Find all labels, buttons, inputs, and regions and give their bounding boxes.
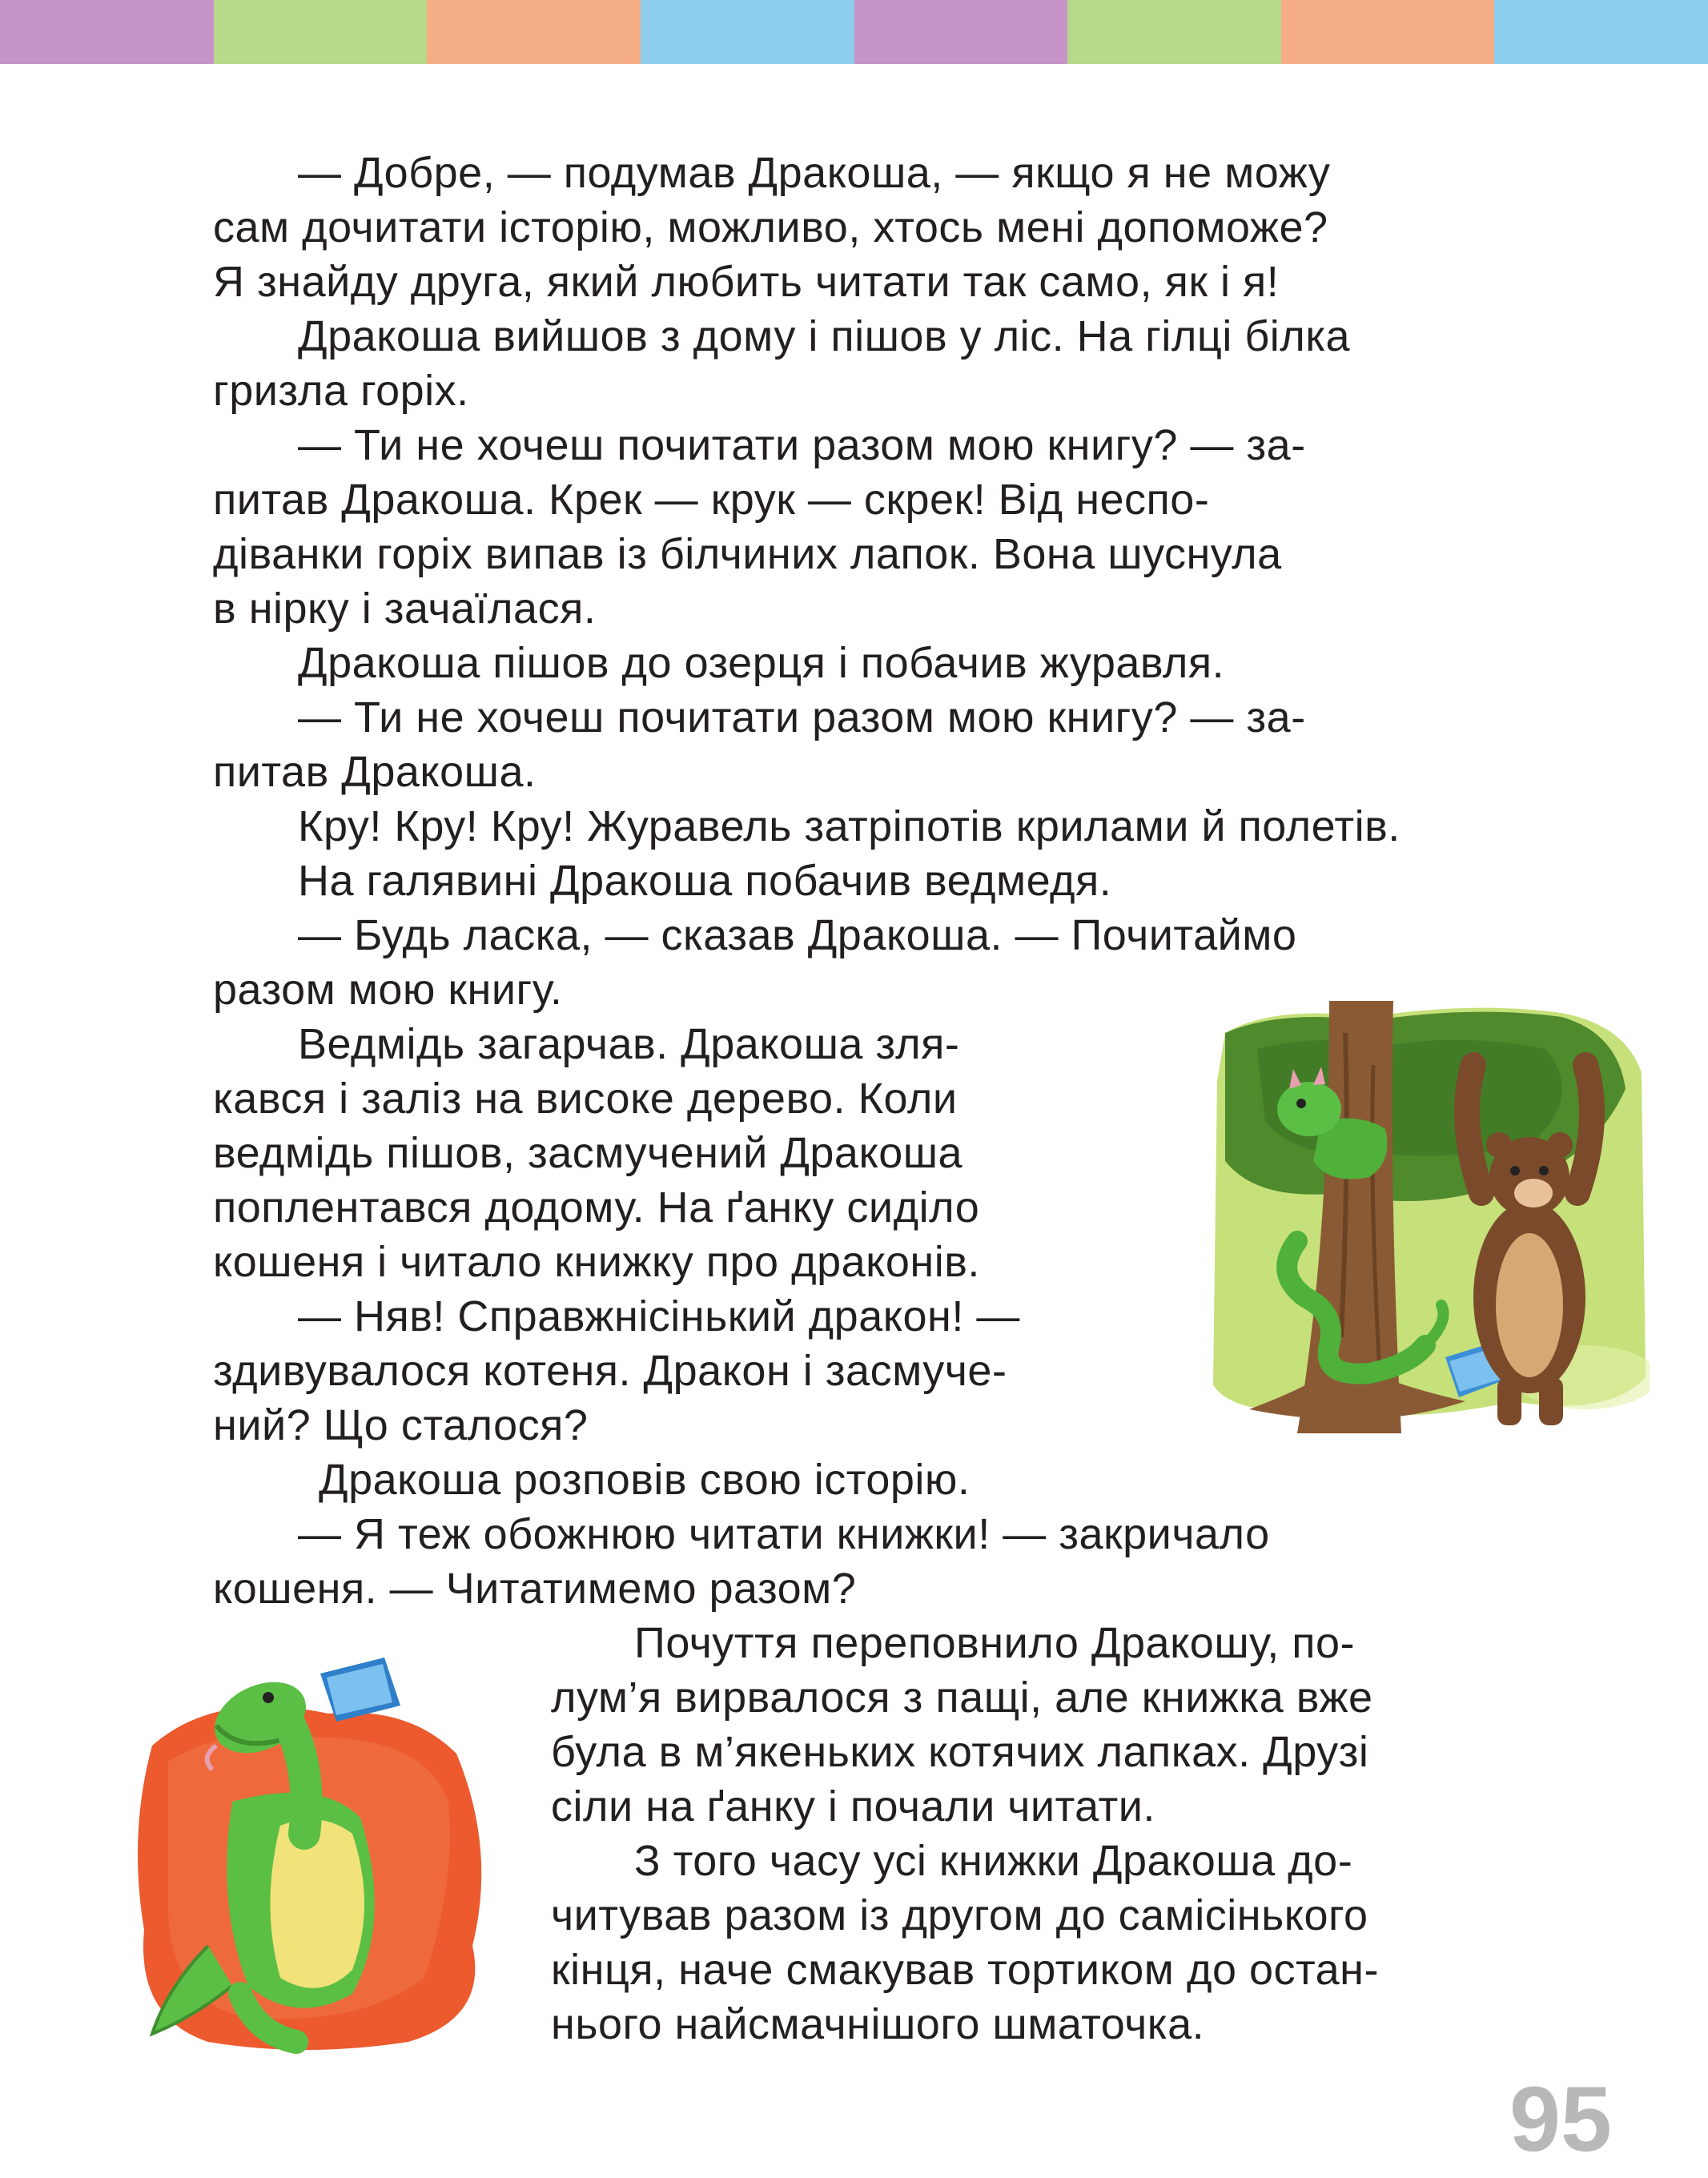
story-line: була в м’якеньких котячих лапках. Друзі <box>551 1728 1369 1776</box>
story-line: — Добре, — подумав Дракоша, — якщо я не можу <box>298 149 1331 197</box>
color-segment <box>854 0 1068 64</box>
story-line: — Я теж обожнюю читати книжки! — закричало <box>298 1510 1270 1558</box>
story-line: кошеня і читало книжку про драконів. <box>213 1238 980 1286</box>
dragon-tree-bear-illustration <box>1209 1001 1650 1433</box>
color-segment <box>1281 0 1495 64</box>
story-line: сіли на ґанку і почали читати. <box>551 1782 1155 1830</box>
story-line: Кру! Кру! Кру! Журавель затріпотів крилами й полетів. <box>298 802 1401 850</box>
color-segment <box>1067 0 1281 64</box>
top-color-bar <box>0 0 1708 64</box>
story-line: нього найсмачнішого шматочка. <box>551 2000 1205 2048</box>
color-segment <box>214 0 428 64</box>
story-line: ний? Що сталося? <box>213 1401 589 1449</box>
color-segment <box>0 0 214 64</box>
story-line: кався і заліз на високе дерево. Коли <box>213 1075 958 1123</box>
color-segment <box>1494 0 1708 64</box>
story-line: — Ти не хочеш почитати разом мою книгу? — за- <box>298 421 1306 469</box>
story-line: лум’я вирвалося з пащі, але книжка вже <box>551 1674 1373 1722</box>
story-line: — Ти не хочеш почитати разом мою книгу? — за- <box>298 693 1306 741</box>
story-line: Ведмідь загарчав. Дракоша зля- <box>298 1020 960 1068</box>
dragon-with-book-illustration <box>120 1642 520 2058</box>
story-line: — Будь ласка, — сказав Дракоша. — Почитаймо <box>298 911 1297 959</box>
story-line: разом мою книгу. <box>213 966 563 1014</box>
story-line: кінця, наче смакував тортиком до остан- <box>551 1946 1379 1994</box>
story-line: ведмідь пішов, засмучений Дракоша <box>213 1129 963 1177</box>
story-line: в нірку і зачаїлася. <box>213 585 597 633</box>
story-line: питав Дракоша. Крек — крук — скрек! Від неспо- <box>213 476 1210 524</box>
story-line: кошеня. — Читатимемо разом? <box>213 1565 857 1613</box>
story-line: сам дочитати історію, можливо, хтось мені допоможе? <box>213 203 1328 251</box>
color-segment <box>427 0 641 64</box>
story-line: Почуття переповнило Дракошу, по- <box>634 1619 1356 1667</box>
story-line: Дракоша розповів свою історію. <box>319 1456 971 1504</box>
story-line: здивувалося котеня. Дракон і засмуче- <box>213 1347 1007 1395</box>
story-line: читував разом із другом до самісінького <box>551 1891 1368 1939</box>
page-number: 95 <box>1509 2068 1612 2171</box>
story-line: З того часу усі книжки Дракоша до- <box>634 1837 1353 1885</box>
story-line: — Няв! Справжнісінький дракон! — <box>298 1292 1020 1340</box>
story-line: питав Дракоша. <box>213 748 537 796</box>
story-line: поплентався додому. На ґанку сиділо <box>213 1183 980 1232</box>
story-line: діванки горіх випав із білчиних лапок. Вона шуснула <box>213 530 1282 578</box>
story-line: Дракоша пішов до озерця і побачив журавля. <box>298 639 1225 687</box>
story-line: Я знайду друга, який любить читати так само, як і я! <box>213 258 1280 306</box>
story-line: гризла горіх. <box>213 367 469 415</box>
color-segment <box>641 0 854 64</box>
story-line: Дракоша вийшов з дому і пішов у ліс. На гілці білка <box>298 312 1351 360</box>
story-line: На галявині Дракоша побачив ведмедя. <box>298 857 1112 905</box>
